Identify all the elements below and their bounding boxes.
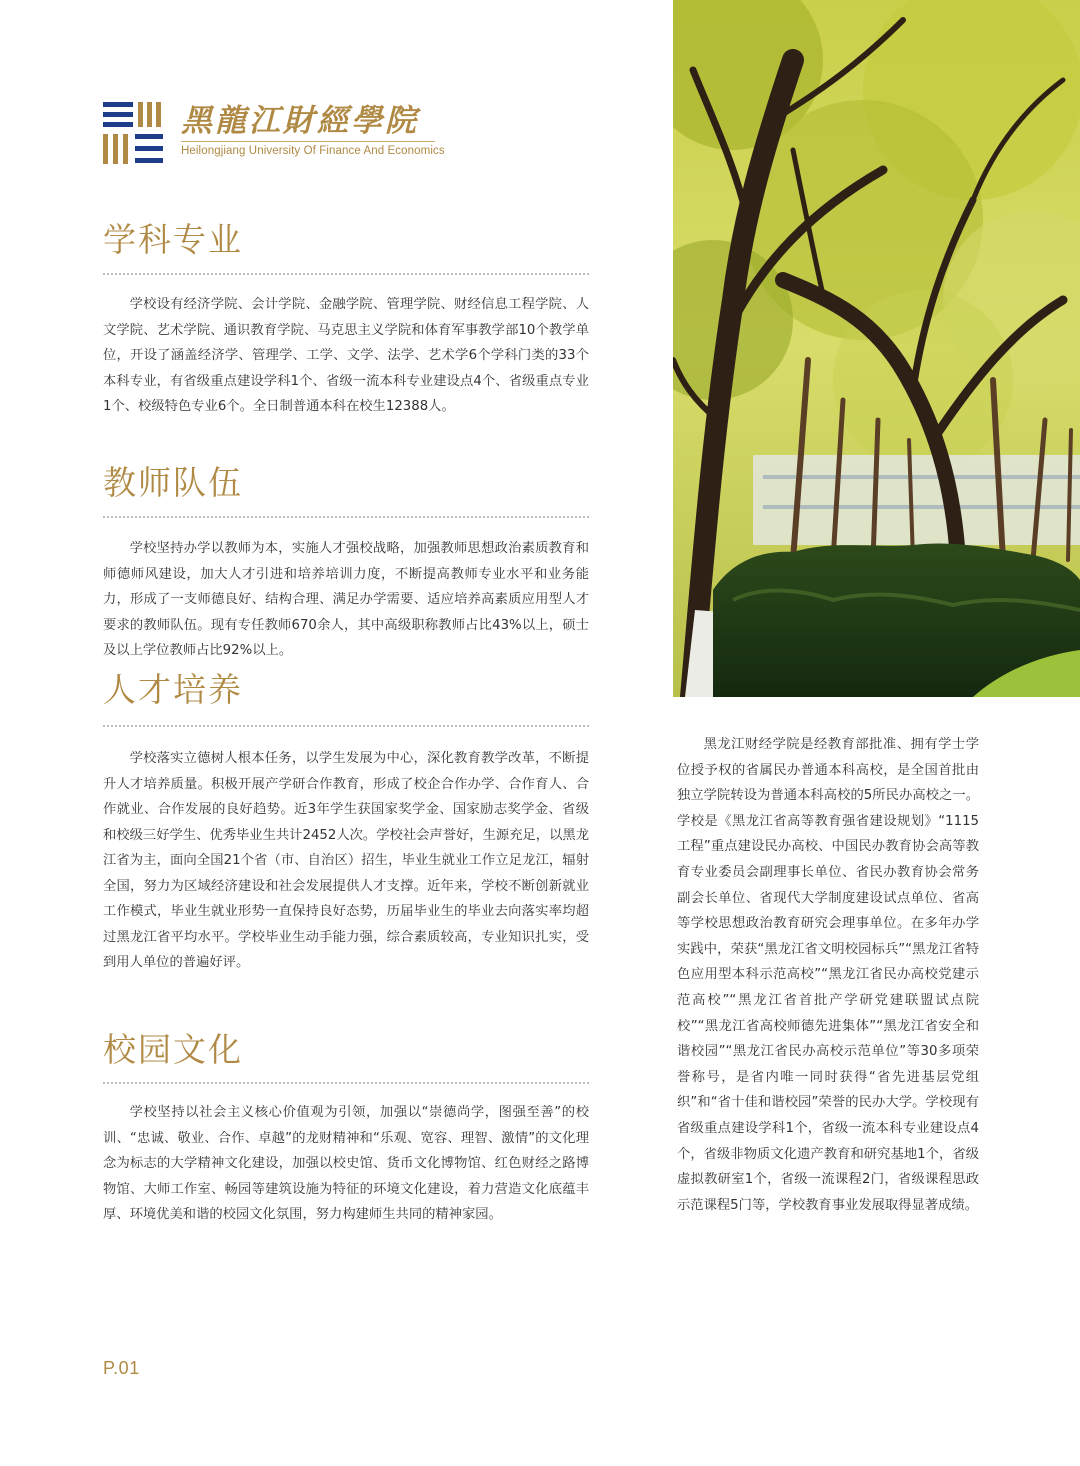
section-title-culture: 校园文化 bbox=[103, 1030, 243, 1069]
section-divider bbox=[103, 516, 589, 518]
university-introduction: 黑龙江财经学院是经教育部批准、拥有学士学位授予权的省属民办普通本科高校，是全国首批由独立学院转设为普通本科高校的5所民办高校之一。学校是《黑龙江省高等教育强省建设规划》“1115工程”重点建设民办高校、中国民办教育协会高等教育专业委员会副理事长单位、省民办教育协会常务副会长单位、省现代大学制度建设试点单位、省高等学校思想政治教育研究会理事单位。在多年办学实践中，荣获“黑龙江省文明校园标兵”“黑龙江省特色应用型本科示范高校”“黑龙江省民办高校党建示范高校”“黑龙江省首批产学研党建联盟试点院校”“黑龙江省高校师德先进集体”“黑龙江省安全和谐校园”“黑龙江省民办高校示范单位”等30多项荣誉称号，是省内唯一同时获得“省先进基层党组织”和“省十佳和谐校园”荣誉的民办大学。学校现有省级重点建设学科1个，省级一流本科专业建设点4个，省级非物质文化遗产教育和研究基地1个，省级虚拟教研室1个，省级一流课程2门，省级课程思政示范课程5门等，学校教育事业发展取得显著成绩。 bbox=[677, 737, 979, 1213]
section-title-disciplines: 学科专业 bbox=[103, 220, 243, 259]
section-divider bbox=[103, 1082, 589, 1084]
section-title-faculty: 教师队伍 bbox=[103, 463, 243, 502]
logo-english-name: Heilongjiang University Of Finance And Economics bbox=[181, 145, 445, 157]
section-title-talent: 人才培养 bbox=[103, 670, 243, 709]
section-divider bbox=[103, 725, 589, 727]
section-body-faculty: 学校坚持办学以教师为本，实施人才强校战略，加强教师思想政治素质教育和师德师风建设，加大人才引进和培养培训力度，不断提高教师专业水平和业务能力，形成了一支师德良好、结构合理、满足办学需要、适应培养高素质应用型人才要求的教师队伍。现有专任教师670余人，其中高级职称教师占比43%以上，硕士及以上学位教师占比92%以上。 bbox=[103, 541, 589, 658]
university-emblem-icon bbox=[103, 102, 163, 164]
logo-chinese-name: 黑龍江財經學院 bbox=[181, 103, 419, 139]
page-number: P.01 bbox=[103, 1358, 140, 1378]
section-body-talent: 学校落实立德树人根本任务，以学生发展为中心，深化教育教学改革，不断提升人才培养质量。积极开展产学研合作教育，形成了校企合作办学、合作育人、合作就业、合作发展的良好趋势。近3年学生获国家奖学金、国家励志奖学金、省级和校级三好学生、优秀毕业生共计2452人次。学校社会声誉好，生源充足，以黑龙江省为主，面向全国21个省（市、自治区）招生，毕业生就业工作立足龙江，辐射全国，努力为区域经济建设和社会发展提供人才支撑。近年来，学校不断创新就业工作模式，毕业生就业形势一直保持良好态势，历届毕业生的毕业去向落实率均超过黑龙江省平均水平。学校毕业生动手能力强，综合素质较高，专业知识扎实，受到用人单位的普遍好评。 bbox=[103, 751, 589, 970]
campus-trees-photo bbox=[673, 0, 1080, 697]
campus-trees-illustration bbox=[673, 0, 1080, 697]
section-body-disciplines: 学校设有经济学院、会计学院、金融学院、管理学院、财经信息工程学院、人文学院、艺术学院、通识教育学院、马克思主义学院和体育军事教学部10个教学单位，开设了涵盖经济学、管理学、工学、文学、法学、艺术学6个学科门类的33个本科专业，有省级重点建设学科1个、省级一流本科专业建设点4个、省级重点专业1个、校级特色专业6个。全日制普通本科在校生12388人。 bbox=[103, 297, 589, 414]
section-divider bbox=[103, 273, 589, 275]
section-body-culture: 学校坚持以社会主义核心价值观为引领，加强以“崇德尚学，图强至善”的校训、“忠诚、敬业、合作、卓越”的龙财精神和“乐观、宽容、理智、激情”的文化理念为标志的大学精神文化建设，加强以校史馆、货币文化博物馆、红色财经之路博物馆、大师工作室、畅园等建筑设施为特征的环境文化建设，着力营造文化底蕴丰厚、环境优美和谐的校园文化氛围，努力构建师生共同的精神家园。 bbox=[103, 1105, 589, 1222]
university-logo bbox=[103, 102, 443, 164]
logo-divider bbox=[181, 141, 435, 142]
